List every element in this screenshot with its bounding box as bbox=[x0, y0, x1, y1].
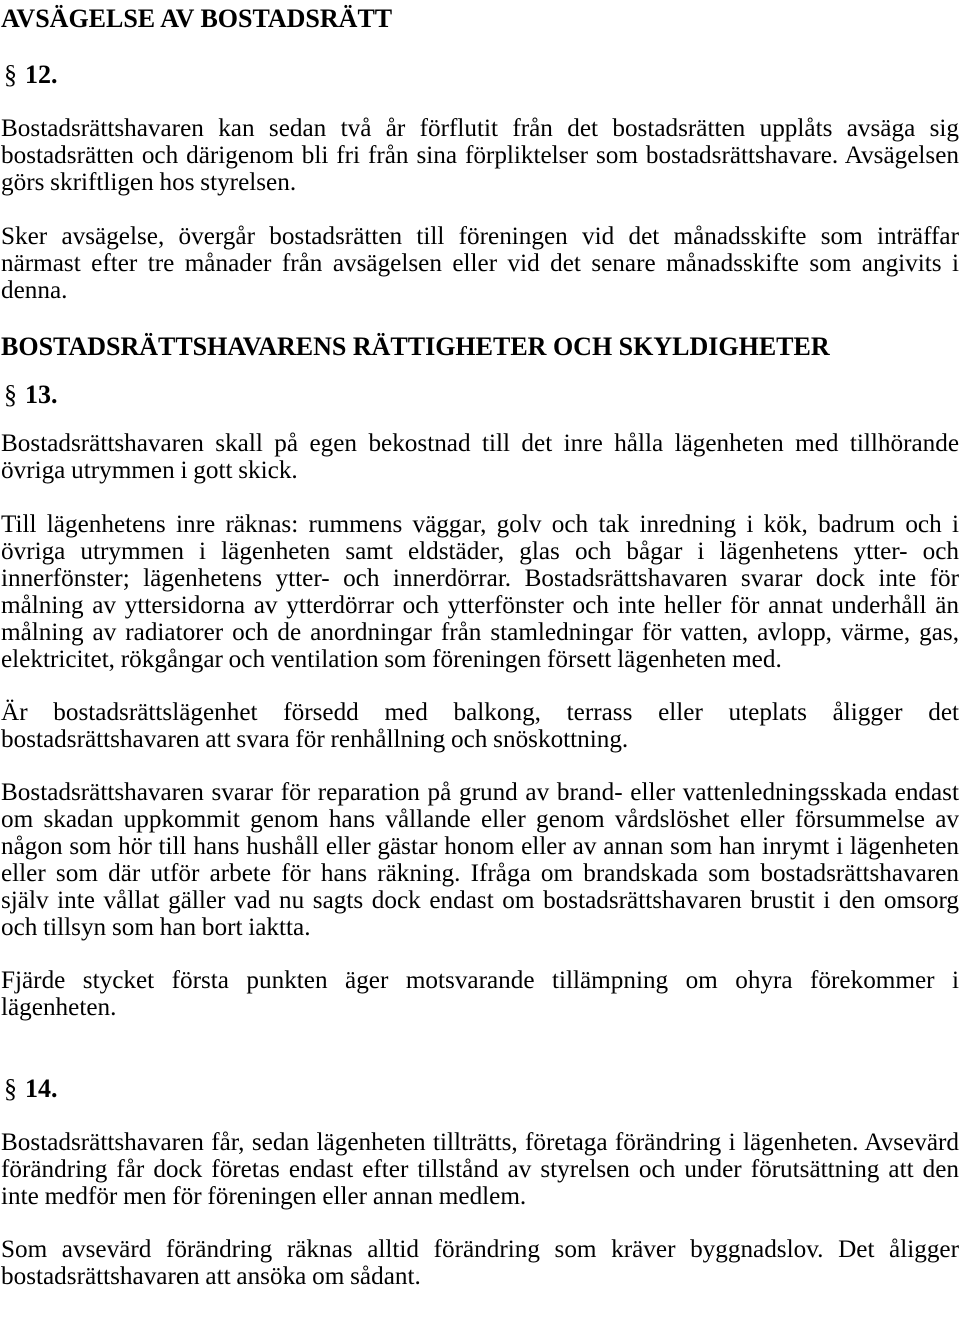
paragraph-13-5: Fjärde stycket första punkten äger motsvarande tillämpning om ohyra förekommer i lägenheten. bbox=[1, 967, 959, 1021]
section-heading-rattigheter: BOSTADSRÄTTSHAVARENS RÄTTIGHETER OCH SKYLDIGHETER bbox=[1, 332, 830, 361]
paragraph-13-3: Är bostadsrättslägenhet försedd med balkong, terrass eller uteplats åligger det bostadsrättshavaren att svara för renhållning och snöskottning. bbox=[1, 699, 959, 753]
paragraph-number-14 bbox=[1, 1074, 959, 1104]
paragraph-13-1: Bostadsrättshavaren skall på egen bekostnad till det inre hålla lägenheten med tillhörande övriga utrymmen i gott skick. bbox=[1, 430, 959, 484]
section-number: 12. bbox=[25, 60, 58, 89]
section-symbol: § bbox=[4, 380, 17, 409]
paragraph-14-1: Bostadsrättshavaren får, sedan lägenheten tillträtts, företaga förändring i lägenheten. Avsevärd förändring får dock företas endast efter tillstånd av styrelsen och under förutsättning att den inte medför men för föreningen eller annan medlem. bbox=[1, 1129, 959, 1210]
paragraph-14-2: Som avsevärd förändring räknas alltid förändring som kräver byggnadslov. Det åligger bostadsrättshavaren att ansöka om sådant. bbox=[1, 1236, 959, 1290]
section-heading-avsagelse: AVSÄGELSE AV BOSTADSRÄTT bbox=[1, 4, 393, 33]
section-symbol: § bbox=[4, 60, 17, 89]
section-number: 14. bbox=[25, 1074, 58, 1103]
paragraph-13-2: Till lägenhetens inre räknas: rummens väggar, golv och tak inredning i kök, badrum och i övriga utrymmen i lägenheten samt eldstäder, glas och bågar i lägenhetens ytter- och innerfönster; lägenhetens ytter- och innerdörrar. Bostadsrättshavaren svarar dock inte för målning av yttersidorna av ytterdörrar och ytterfönster och inte heller för annat underhåll än målning av radiatorer och de anordningar från stamledningar för vatten, avlopp, värme, gas, elektricitet, rökgångar och ventilation som föreningen försett lägenheten med. bbox=[1, 511, 959, 673]
paragraph-number-12 bbox=[1, 60, 959, 90]
paragraph-13-4: Bostadsrättshavaren svarar för reparation på grund av brand- eller vattenledningsskada endast om skadan uppkommit genom hans vållande eller genom vårdslöshet eller försummelse av någon som hör till hans hushåll eller gästar honom eller av annan som han inrymt i lägenheten eller som där utför arbete för hans räkning. Ifråga om brandskada som bostadsrättshavaren själv inte vållat gäller vad nu sagts dock endast om bostadsrättshavaren brustit i den omsorg och tillsyn som han bort iaktta. bbox=[1, 779, 959, 941]
paragraph-12-2: Sker avsägelse, övergår bostadsrätten till föreningen vid det månadsskifte som inträffar närmast efter tre månader från avsägelsen eller vid det senare månadsskifte som angivits i denna. bbox=[1, 223, 959, 304]
section-number: 13. bbox=[25, 380, 58, 409]
paragraph-number-13 bbox=[1, 380, 959, 410]
paragraph-12-1: Bostadsrättshavaren kan sedan två år förflutit från det bostadsrätten upplåts avsäga sig bostadsrätten och därigenom bli fri från sina förpliktelser som bostadsrättshavare. Avsägelsen görs skriftligen hos styrelsen. bbox=[1, 115, 959, 196]
section-symbol: § bbox=[4, 1074, 17, 1103]
